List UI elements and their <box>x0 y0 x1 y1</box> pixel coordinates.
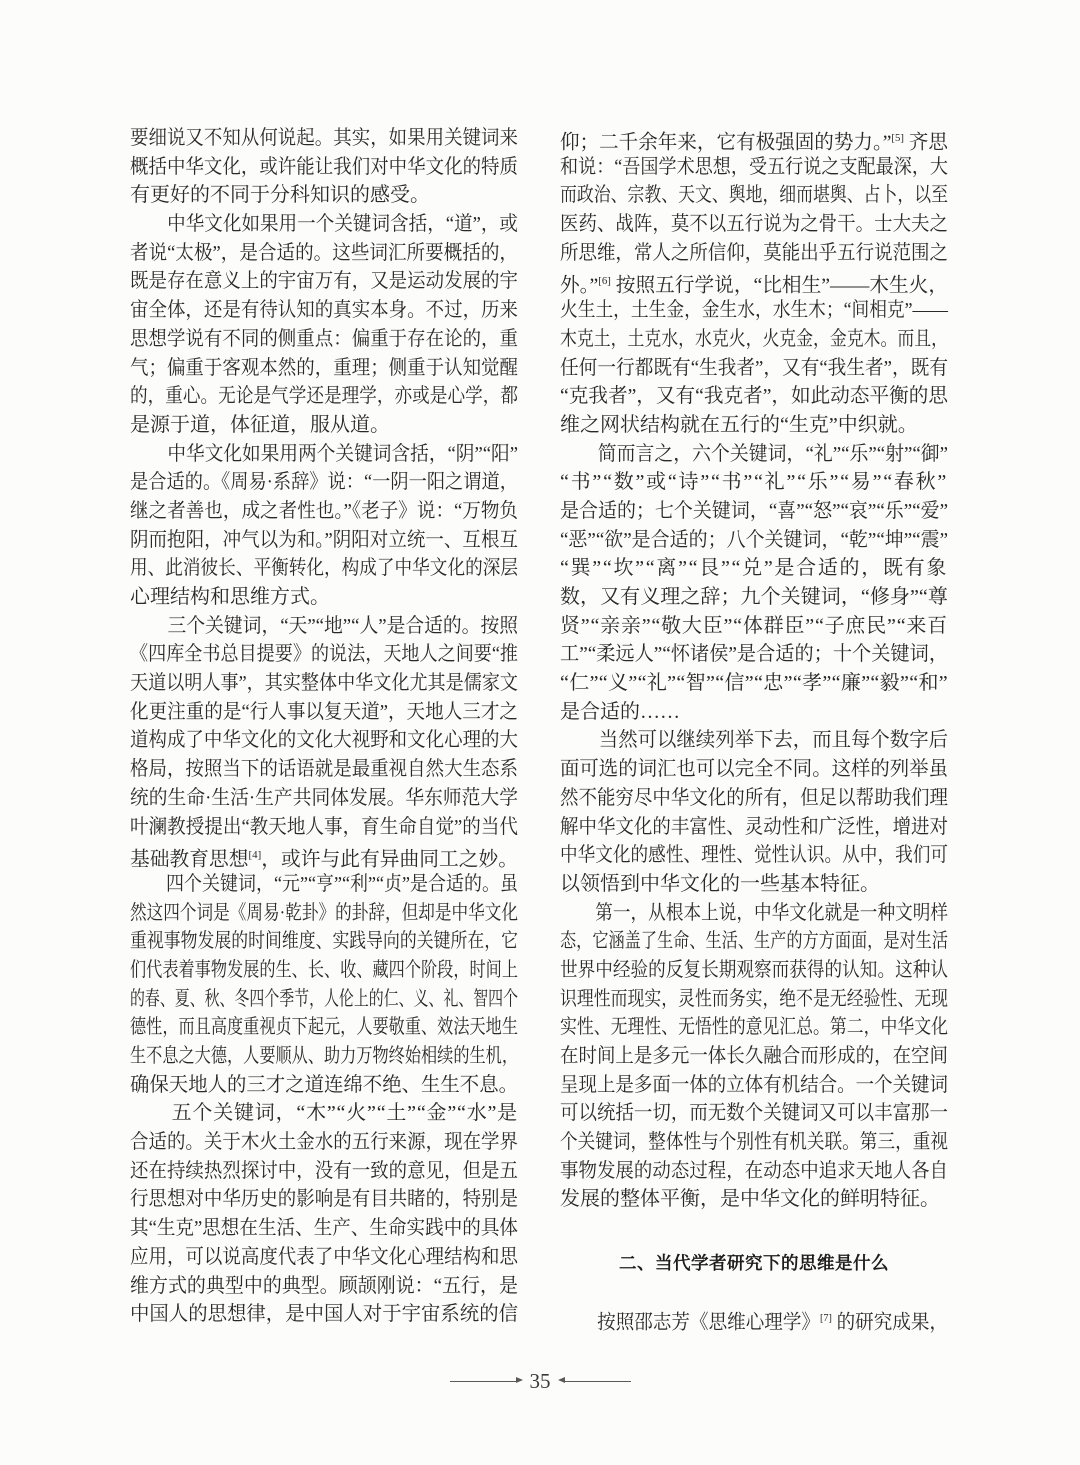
text-line: 而政治、宗教、天文、舆地，细而堪舆、占卜，以至 <box>560 184 949 207</box>
right-column <box>560 124 948 1333</box>
text-line: 医药、战阵，莫不以五行说为之骨干。士大夫之 <box>560 213 948 236</box>
text-line: 四个关键词，“元”“亨”“利”“贞”是合适的。虽 <box>130 872 519 895</box>
text-line: 以领悟到中华文化的一些基本特征。 <box>560 872 880 895</box>
text-line: 统的生命·生活·生产共同体发展。华东师范大学 <box>130 786 518 809</box>
text-line: 数，又有义理之辞；九个关键词，“修身”“尊 <box>560 586 948 608</box>
text-line: 生不息之大德，人要顺从、助力万物终始相续的生机， <box>130 1045 518 1067</box>
text-line: 解中华文化的丰富性、灵动性和广泛性，增进对 <box>560 815 948 838</box>
paragraph <box>560 440 948 727</box>
text-line: 既是存在意义上的宇宙万有，又是运动发展的宇 <box>130 270 518 293</box>
text-line: 德性，而且高度重视贞下起元，人要敬重、效法天地生 <box>130 1016 518 1039</box>
text-line: 中华文化的感性、理性、觉性认识。从中，我们可 <box>560 844 948 867</box>
text-line: 重视事物发展的时间维度、实践导向的关键所在，它 <box>130 930 519 953</box>
text-line: 概括中华文化，或许能让我们对中华文化的特质 <box>130 155 518 178</box>
text-line: 中华文化如果用一个关键词含括，“道”，或 <box>130 213 519 236</box>
text-line: 当然可以继续列举下去，而且每个数字后 <box>560 729 948 752</box>
text-line: 要细说又不知从何说起。其实，如果用关键词来 <box>130 127 518 149</box>
text-line: 在时间上是多元一体长久融合而形成的，在空间 <box>560 1045 948 1067</box>
text-line: 阴而抱阳，冲气以为和。”阴阳对立统一、互根互 <box>130 528 519 551</box>
paragraph <box>130 440 518 612</box>
text-line: 简而言之，六个关键词，“礼”“乐”“射”“御” <box>560 442 948 465</box>
text-line: 们代表着事物发展的生、长、收、藏四个阶段，时间上 <box>130 958 518 981</box>
section-heading: 二、当代学者研究下的思维是什么 <box>619 1253 889 1274</box>
text-line: 格局，按照当下的话语就是最重视自然大生态系 <box>130 758 518 781</box>
text-line: 五个关键词，“木”“火”“土”“金”“水”是 <box>130 1102 518 1125</box>
text-line: 道构成了中华文化的文化大视野和文化心理的大 <box>130 729 518 752</box>
left-column <box>130 124 518 1329</box>
text-line: 合适的。关于木火土金水的五行来源，现在学界 <box>130 1131 518 1154</box>
text-line: 《四库全书总目提要》的说法，天地人之间要“推 <box>130 643 519 666</box>
text-line: 天道以明人事”，其实整体中华文化尤其是儒家文 <box>130 672 519 695</box>
text-line: 所思维，常人之所信仰，莫能出乎五行说范围之 <box>560 241 948 264</box>
footer-rule-right <box>565 1381 631 1382</box>
page-number: 35 <box>529 1369 551 1393</box>
page-footer <box>0 1368 1080 1394</box>
text-line: 态，它涵盖了生命、生活、生产的方方面面，是对生活 <box>560 930 948 953</box>
text-line: 木克土，土克水，水克火，火克金，金克木。而且， <box>560 327 949 350</box>
text-line: 叶澜教授提出“教天地人事，育生命自觉”的当代 <box>130 815 519 838</box>
text-line: 贤”“亲亲”“敬大臣”“体群臣”“子庶民”“来百 <box>560 614 948 637</box>
text-line: 仰；二千余年来，它有极强固的势力。”[5] 齐思 <box>560 131 948 154</box>
text-line: 者说“太极”，是合适的。这些词汇所要概括的， <box>130 241 519 264</box>
text-line: 宙全体，还是有待认知的真实本身。不过，历来 <box>130 299 518 322</box>
text-line: 气；偏重于客观本然的，重理；侧重于认知觉醒 <box>130 356 518 379</box>
text-line: 中华文化如果用两个关键词含括，“阴”“阳” <box>130 442 519 465</box>
text-line: 基础教育思想[4]，或许与此有异曲同工之妙。 <box>130 848 518 871</box>
text-line: “巽”“坎”“离”“艮”“兑”是合适的，既有象 <box>560 557 949 580</box>
text-line: 世界中经验的反复长期观察而获得的认知。这种认 <box>560 958 948 981</box>
text-line: 思想学说有不同的侧重点：偏重于存在论的，重 <box>130 327 518 350</box>
text-line: 还在持续热烈探讨中，没有一致的意见，但是五 <box>130 1159 518 1182</box>
paragraph <box>130 870 518 1100</box>
text-line: 维之网状结构就在五行的“生克”中织就。 <box>560 413 918 436</box>
text-line: 和说：“吾国学术思想，受五行说之支配最深，大 <box>560 155 949 178</box>
text-line: “仁”“义”“礼”“智”“信”“忠”“孝”“廉”“毅”“和” <box>560 672 949 695</box>
text-line: 第一，从根本上说，中华文化就是一种文明样 <box>560 901 948 924</box>
text-line: 按照邵志芳《思维心理学》[7] 的研究成果， <box>560 1311 948 1334</box>
text-line: 维方式的典型中的典型。顾颉刚说：“五行，是 <box>130 1274 518 1297</box>
text-line: 继之者善也，成之者性也。”《老子》说：“万物负 <box>130 499 519 522</box>
text-line: 是合适的；七个关键词，“喜”“怒”“哀”“乐”“爱” <box>560 499 949 522</box>
text-line: 事物发展的动态过程，在动态中追求天地人各自 <box>560 1159 948 1182</box>
text-line: 确保天地人的三才之道连绵不绝、生生不息。 <box>130 1073 518 1096</box>
paragraph <box>130 124 518 210</box>
text-line: 工”“柔远人”“怀诸侯”是合适的；十个关键词， <box>560 643 949 666</box>
paragraph <box>130 612 518 870</box>
paragraph <box>130 1099 518 1329</box>
text-line: 中国人的思想律，是中国人对于宇宙系统的信 <box>130 1303 518 1326</box>
text-line: 面可选的词汇也可以完全不同。这样的列举虽 <box>560 758 948 781</box>
text-line: 心理结构和思维方式。 <box>130 586 330 608</box>
text-line: 其“生克”思想在生活、生产、生命实践中的具体 <box>130 1217 519 1240</box>
text-line: 实性、无理性、无悟性的意见汇总。第二，中华文化 <box>560 1016 949 1039</box>
text-line: 呈现上是多面一体的立体有机结合。一个关键词 <box>560 1073 948 1096</box>
text-line: 然这四个词是《周易·乾卦》的卦辞，但却是中华文化 <box>130 901 518 924</box>
text-line: 化更注重的是“行人事以复天道”，天地人三才之 <box>130 700 519 723</box>
text-line: 的，重心。无论是气学还是理学，亦或是心学，都 <box>130 385 518 408</box>
text-line: 发展的整体平衡，是中华文化的鲜明特征。 <box>560 1188 940 1211</box>
paragraph <box>560 124 948 440</box>
text-line: 用、此消彼长、平衡转化，构成了中华文化的深层 <box>130 557 518 580</box>
footer-rule-left <box>450 1381 516 1382</box>
text-line: 是源于道，体征道，服从道。 <box>130 413 390 436</box>
text-line: 是合适的…… <box>560 700 680 723</box>
text-line: 三个关键词，“天”“地”“人”是合适的。按照 <box>130 614 519 637</box>
text-line: “恶”“欲”是合适的；八个关键词，“乾”“坤”“震” <box>560 528 949 551</box>
text-line: 外。”[6] 按照五行学说，“比相生”——木生火， <box>560 275 949 298</box>
text-line: 应用，可以说高度代表了中华文化心理结构和思 <box>130 1245 518 1268</box>
text-line: 火生土，土生金，金生水，水生木；“间相克”—— <box>560 299 948 322</box>
text-line: 有更好的不同于分科知识的感受。 <box>130 184 430 207</box>
paragraph <box>560 899 948 1215</box>
text-line: 是合适的。《周易·系辞》说：“一阴一阳之谓道， <box>130 471 519 494</box>
paragraph <box>130 210 518 440</box>
text-line: 识理性而现实，灵性而务实，绝不是无经验性、无现 <box>560 987 949 1010</box>
text-line: 任何一行都既有“生我者”，又有“我生者”，既有 <box>560 356 949 379</box>
text-line: 可以统括一切，而无数个关键词又可以丰富那一 <box>560 1102 948 1125</box>
paragraph <box>560 726 948 898</box>
paragraph <box>560 1304 948 1333</box>
text-line: 行思想对中华历史的影响是有目共睹的，特别是 <box>130 1188 518 1211</box>
text-line: “克我者”，又有“我克者”，如此动态平衡的思 <box>560 385 949 408</box>
text-line: 然不能穷尽中华文化的所有，但足以帮助我们理 <box>560 786 948 809</box>
text-line: 个关键词，整体性与个别性有机关联。第三，重视 <box>560 1131 948 1154</box>
text-line: “书”“数”或“诗”“书”“礼”“乐”“易”“春秋” <box>560 471 949 494</box>
text-line: 的春、夏、秋、冬四个季节，人伦上的仁、义、礼、智四个 <box>130 987 519 1010</box>
